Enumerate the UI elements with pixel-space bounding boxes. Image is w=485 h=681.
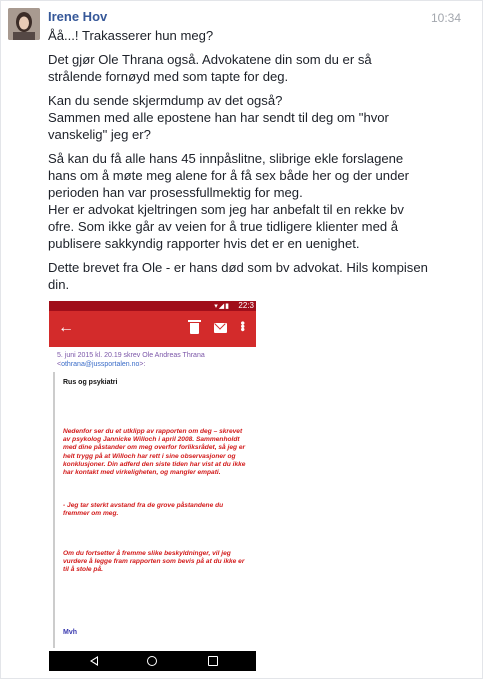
attached-screenshot[interactable] <box>49 301 256 671</box>
email-paragraph: - Jeg tar sterkt avstand fra de grove påstandene du fremmer om meg. <box>63 502 224 518</box>
message-paragraph: Dette brevet fra Ole - er hans død som bv advokat. Hils kompisen din. <box>48 260 428 292</box>
phone-status-bar <box>49 301 256 311</box>
email-paragraph: Om du fortsetter å fremme slike beskyldninger, vil jeg vurdere å legge fram rapporten som bevis på at du ikke er til å stole på. <box>63 550 245 574</box>
mail-icon <box>214 323 227 333</box>
message-paragraph: Det gjør Ole Thrana også. Advokatene din som du er så strålende fornøyd med som tapte for deg. <box>48 52 372 84</box>
status-clock: 22:3 <box>238 301 254 310</box>
email-app-bar <box>49 311 256 347</box>
phone-nav-bar <box>49 651 256 671</box>
message-time: 10:34 <box>430 11 461 25</box>
author-name[interactable]: Irene Hov <box>48 9 108 24</box>
message-paragraph: Så kan du få alle hans 45 innpåslitne, slibrige ekle forslagene hans om å møte meg alene for å få sex både her og der under perioden han var prosessfullmektig for meg. Her er advokat kjeltringen som jeg har anbefalt til en rekke bv ofre. Som ikke går av veien for å true tidligere klienter med å publisere sakkyndig rapporter hvis det er en uenighet. <box>48 151 410 251</box>
message-paragraph: Kan du sende skjermdump av det også? Sammen med alle epostene han har sendt til deg om "hvor vanskelig" jeg er? <box>48 93 389 142</box>
email-subject: Rus og psykiatri <box>63 379 118 386</box>
email-signature: Mvh <box>63 629 77 636</box>
nav-back-icon <box>90 656 98 666</box>
avatar[interactable] <box>8 8 40 40</box>
trash-icon <box>190 323 199 334</box>
quoted-email <box>53 372 255 648</box>
back-arrow-icon: ← <box>58 319 74 336</box>
message-body <box>48 27 428 300</box>
email-content <box>49 347 256 651</box>
quote-header: 5. juni 2015 kl. 20.19 skrev Ole Andreas Thrana <othrana@jussportalen.no>: <box>57 352 205 368</box>
nav-home-icon <box>147 656 157 666</box>
message-paragraph: Åå...! Trakasserer hun meg? <box>48 28 214 43</box>
more-vertical-icon: ••• <box>236 321 250 331</box>
status-icons: ▾◢▮ <box>214 303 230 310</box>
nav-recent-icon <box>208 656 218 666</box>
email-paragraph: Nedenfor ser du et utklipp av rapporten om deg – skrevet av psykolog Jannicke Willoch i april 2008. Sammenholdt med dine påstander om meg overfor forliksrådet, så jeg er helt trygg på at Willoch har rett i sine observasjoner og konklusjoner. Din adferd den siste tiden har vist at du ikke har kontakt med virkeligheten, og mangler empati. <box>63 428 246 477</box>
quote-email: othrana@jussportalen.no <box>61 361 140 368</box>
